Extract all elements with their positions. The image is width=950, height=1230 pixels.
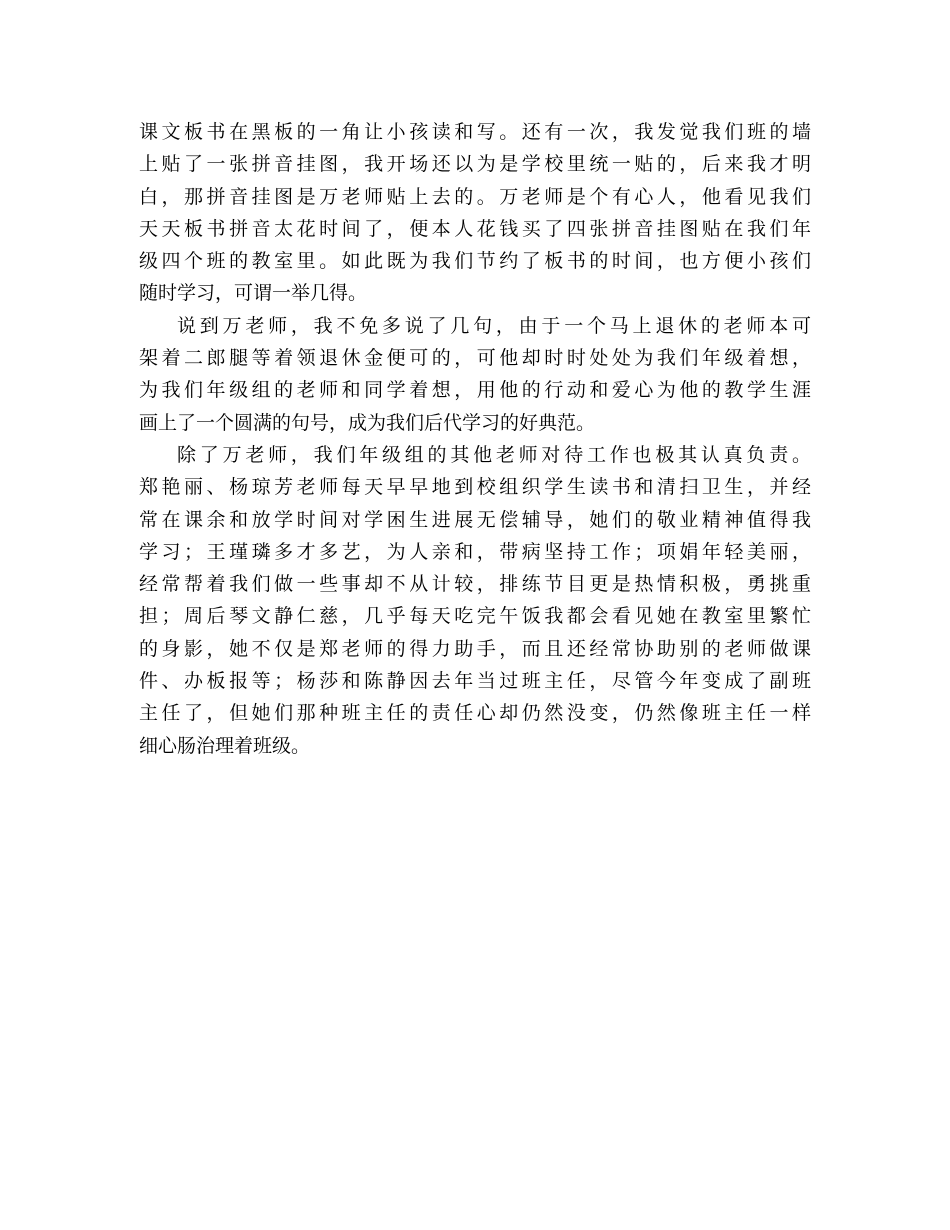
text-line: 级四个班的教室里。如此既为我们节约了板书的时间，也方便小孩们 xyxy=(139,250,811,273)
text-line: 主任了，但她们那种班主任的责任心却仍然没变，仍然像班主任一样 xyxy=(139,702,811,725)
text-line: 天天板书拼音太花时间了，便本人花钱买了四张拼音挂图贴在我们年 xyxy=(139,217,811,240)
text-line: 架着二郎腿等着领退休金便可的，可他却时时处处为我们年级着想， xyxy=(139,347,811,370)
text-line: 郑艳丽、杨琼芳老师每天早早地到校组织学生读书和清扫卫生，并经 xyxy=(139,476,811,499)
paragraph-1 xyxy=(139,116,811,310)
text-line: 细心肠治理着班级。 xyxy=(139,734,311,757)
text-line: 画上了一个圆满的句号，成为我们后代学习的好典范。 xyxy=(139,411,596,434)
paragraph-2 xyxy=(139,310,811,439)
text-line: 担；周后琴文静仁慈，几乎每天吃完午饭我都会看见她在教室里繁忙 xyxy=(139,605,811,628)
text-line: 经常帮着我们做一些事却不从计较，排练节目更是热情积极，勇挑重 xyxy=(139,573,811,596)
text-line: 上贴了一张拼音挂图，我开场还以为是学校里统一贴的，后来我才明 xyxy=(139,153,811,176)
paragraph-3 xyxy=(139,439,811,762)
text-line: 课文板书在黑板的一角让小孩读和写。还有一次，我发觉我们班的墙 xyxy=(139,121,811,143)
text-line: 学习；王瑾璘多才多艺，为人亲和，带病坚持工作；项娟年轻美丽， xyxy=(139,540,811,563)
text-line: 件、办板报等；杨莎和陈静因去年当过班主任，尽管今年变成了副班 xyxy=(139,670,811,693)
text-line: 为我们年级组的老师和同学着想，用他的行动和爱心为他的教学生涯 xyxy=(139,379,811,402)
text-line: 除了万老师，我们年级组的其他老师对待工作也极其认真负责。 xyxy=(177,443,811,466)
text-line: 白，那拼音挂图是万老师贴上去的。万老师是个有心人，他看见我们 xyxy=(139,185,811,208)
text-line: 常在课余和放学时间对学困生进展无偿辅导，她们的敬业精神值得我 xyxy=(139,508,811,531)
text-line: 说到万老师，我不免多说了几句，由于一个马上退休的老师本可 xyxy=(177,314,811,337)
text-line: 随时学习，可谓一举几得。 xyxy=(139,282,368,305)
document-page xyxy=(139,116,811,762)
text-line: 的身影，她不仅是郑老师的得力助手，而且还经常协助别的老师做课 xyxy=(139,637,811,660)
